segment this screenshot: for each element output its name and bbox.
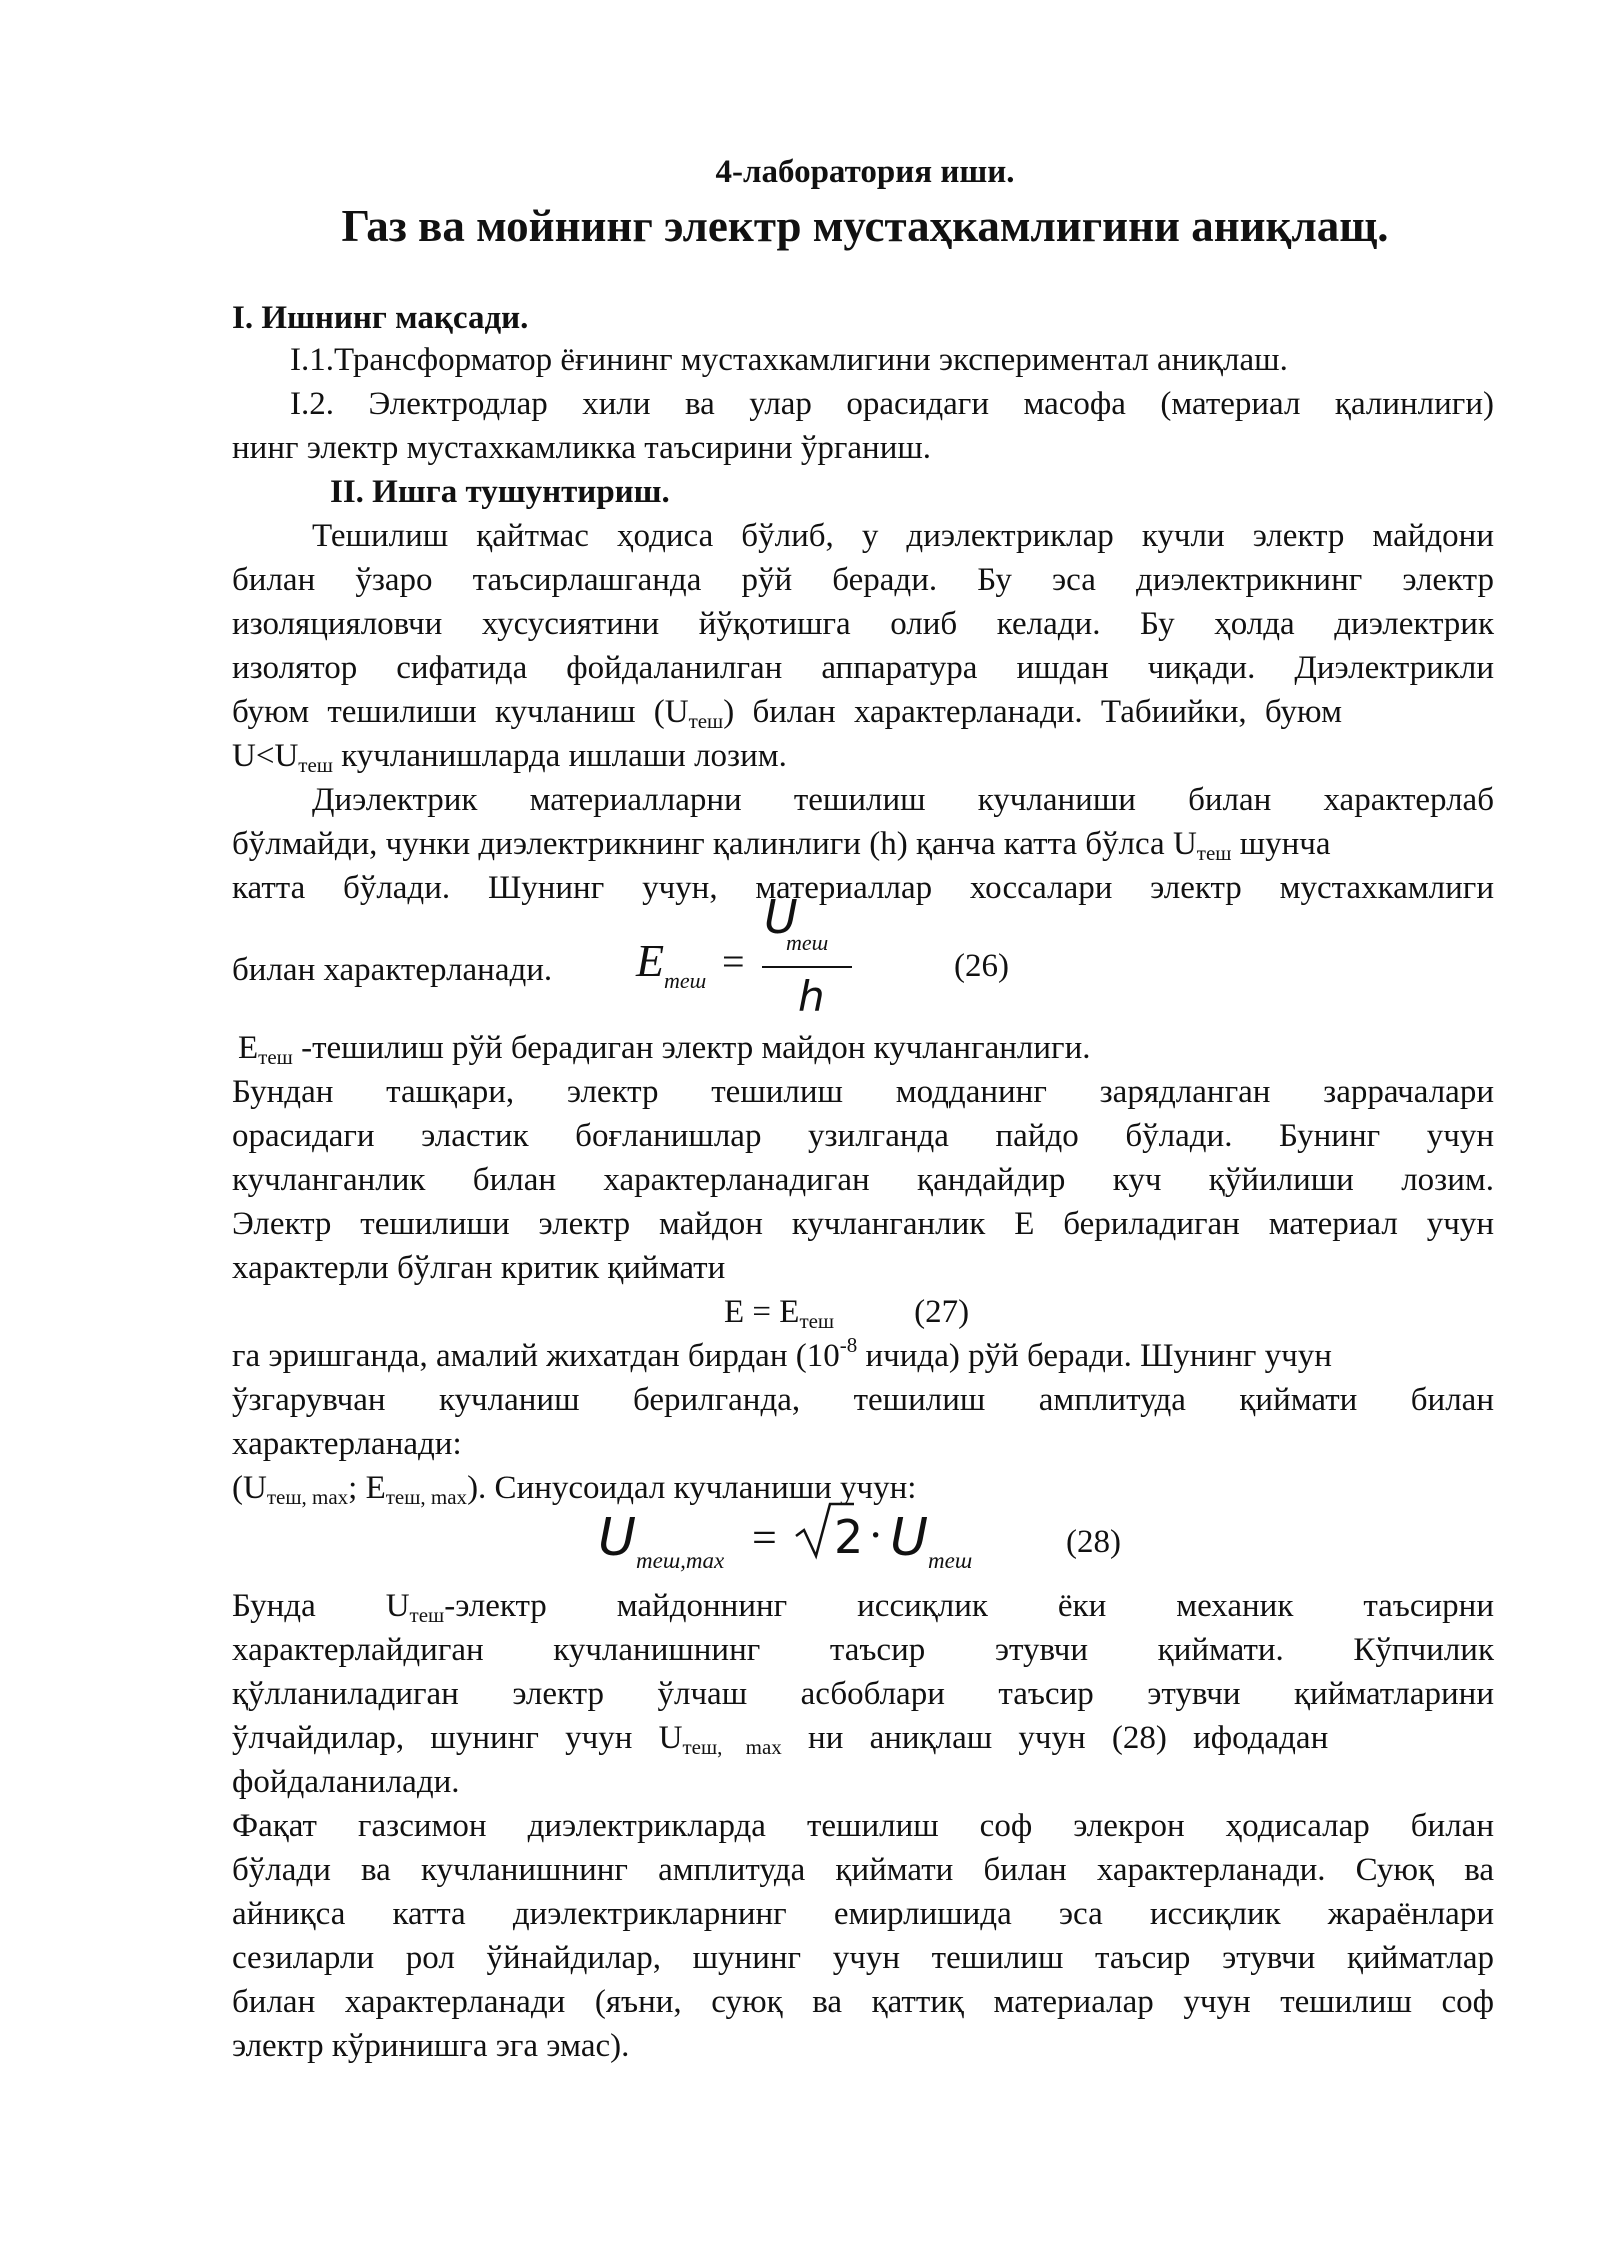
p7-line6: электр кўринишга эга эмас). — [232, 2028, 630, 2064]
eq26-denominator: h — [798, 972, 825, 1021]
p1-line5: буюм тешилиши кучланиш $(U_{теш})$ билан характерланади. Табиийки, буюм — [232, 694, 1342, 733]
p4-line1: Бундан ташқари, электр тешилиш модданинг зарядланган заррачалари — [232, 1074, 1494, 1110]
eq28-radicand: 2 — [834, 1510, 864, 1564]
p6-line5: фойдаланилади. — [232, 1764, 460, 1800]
section2-heading: II. Ишга тушунтириш. — [330, 474, 670, 510]
p6-line1: Бунда $U_{теш}$-электр майдоннинг иссиқлик ёки механик таъсирни — [232, 1588, 1494, 1627]
equation-27: $E = E_{теш}$ (27) — [724, 1294, 970, 1333]
eq26-numerator: U — [764, 890, 798, 944]
p5-line1: га эришганда, амалий жихатдан бирдан ($10^{-8}$ ичида) рўй беради. Шунинг учун — [232, 1333, 1332, 1374]
p5-line2: ўзгарувчан кучланиш берилганда, тешилиш амплитуда қиймати билан — [232, 1382, 1494, 1418]
p1-line2: билан ўзаро таъсирлашганда рўй беради. Бу эса диэлектрикнинг электр — [232, 562, 1494, 598]
p7-line2: бўлади ва кучланишнинг амплитуда қиймати билан характерланади. Суюқ ва — [232, 1852, 1494, 1888]
p1-line1: Тешилиш қайтмас ҳодиса бўлиб, у диэлектриклар кучли электр майдони — [312, 518, 1494, 554]
eq26-num-sub: теш — [786, 930, 829, 955]
eq28-rhs-sub: теш — [928, 1548, 973, 1573]
eq28-lhs: U — [598, 1508, 637, 1568]
p1-line6: $U<U_{теш}$ кучланишларда ишлаши лозим. — [232, 738, 787, 777]
p5-line3: характерланади: — [232, 1426, 462, 1462]
p6-line2: характерлайдиган кучланишнинг таъсир этувчи қиймати. Кўпчилик — [232, 1632, 1494, 1668]
p7-line3: айниқса катта диэлектрикларнинг емирлишида эса иссиқлик жараёнлари — [232, 1896, 1494, 1932]
p4-line3: кучланганлик билан характерланадиган қандайдир куч қўйилиши лозим. — [232, 1162, 1494, 1198]
eq28-lhs-sub: теш,max — [636, 1548, 725, 1573]
eq26-number: (26) — [954, 948, 1009, 984]
p4-line4: Электр тешилиши электр майдон кучланганлик E бериладиган материал учун — [232, 1206, 1494, 1242]
p7-line1: Фақат газсимон диэлектрикларда тешилиш соф элекрон ҳодисалар билан — [232, 1808, 1494, 1844]
p1-line3: изоляцияловчи хусусиятини йўқотишга олиб келади. Бу ҳолда диэлектрик — [232, 606, 1494, 642]
eq28-rhs: U — [890, 1508, 929, 1568]
p3-line: $E_{теш}$ -тешилиш рўй берадиган электр майдон кучланганлиги. — [238, 1030, 1091, 1069]
p2-line1: Диэлектрик материалларни тешилиш кучланиши билан характерлаб — [312, 782, 1494, 818]
p2-line4: билан характерланади. — [232, 952, 553, 988]
lab-number: 4-лаборатория иши. — [715, 154, 1015, 190]
page-title: Газ ва мойнинг электр мустаҳкамлигини аниқлащ. — [341, 201, 1389, 251]
eq26-fraction-bar — [762, 966, 852, 968]
p4-line2: орасидаги эластик боғланишлар узилганда пайдо бўлади. Бунинг учун — [232, 1118, 1494, 1154]
p2-line2: бўлмайди, чунки диэлектрикнинг қалинлиги (h) қанча катта бўлса $U_{теш}$ шунча — [232, 826, 1331, 865]
eq28-number: (28) — [1066, 1524, 1121, 1560]
eq26-lhs: E — [636, 935, 665, 986]
p6-line4: ўлчайдилар, шунинг учун $U_{теш, max}$ ни аниқлаш учун (28) ифодадан — [232, 1720, 1329, 1759]
eq26-equals: = — [722, 939, 745, 984]
p7-line4: сезиларли рол ўйнайдилар, шунинг учун тешилиш таъсир этувчи қийматлар — [232, 1940, 1494, 1976]
section1-item2-line1: I.2. Электродлар хили ва улар орасидаги масофа (материал қалинлиги) — [290, 386, 1494, 422]
section1-item1: I.1.Трансформатор ёғининг мустахкамлигини экспериментал аниқлаш. — [290, 342, 1288, 378]
p1-line4: изолятор сифатида фойдаланилган аппаратура ишдан чиқади. Диэлектрикли — [232, 650, 1494, 686]
section1-heading: I. Ишнинг мақсади. — [232, 300, 529, 336]
eq26-lhs-sub: теш — [664, 968, 707, 993]
p6-line3: қўлланиладиган электр ўлчаш асбоблари таъсир этувчи қийматларини — [232, 1676, 1494, 1712]
eq28-dot: · — [868, 1509, 884, 1560]
eq28-equals: = — [752, 1513, 777, 1562]
p5-line4: ($U_{теш, max}$; $E_{теш, max}$). Синусоидал кучланиши учун: — [232, 1470, 917, 1509]
p2-line3: катта бўлади. Шунинг учун, материаллар хоссалари электр мустахкамлиги — [232, 870, 1494, 906]
section1-item2-line2: нинг электр мустахкамликка таъсирини ўрганиш. — [232, 430, 932, 466]
p7-line5: билан характерланади (яъни, суюқ ва қаттиқ материалар учун тешилиш соф — [232, 1984, 1494, 2020]
p4-line5: характерли бўлган критик қиймати — [232, 1250, 726, 1286]
